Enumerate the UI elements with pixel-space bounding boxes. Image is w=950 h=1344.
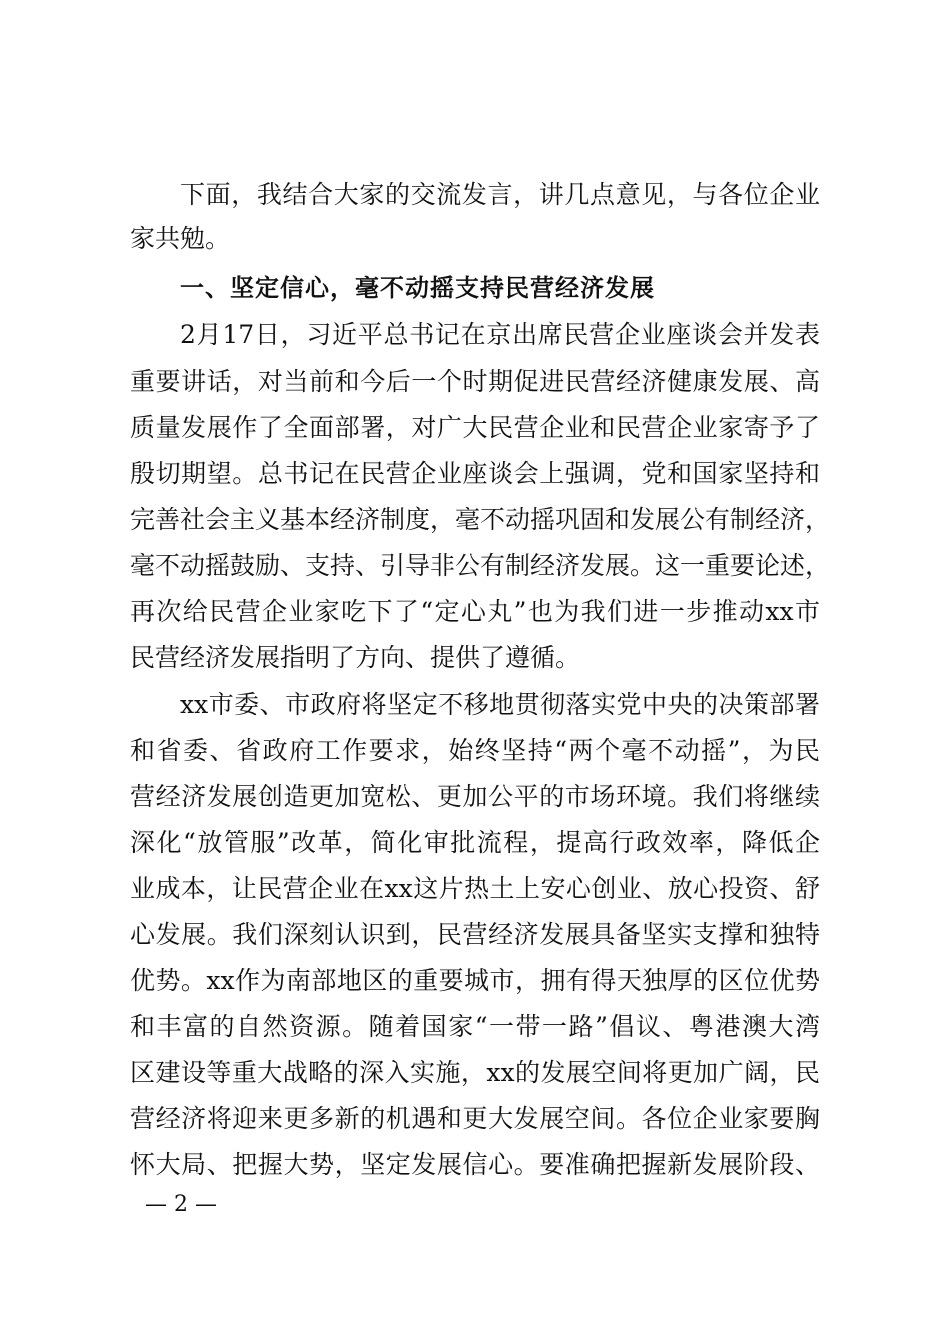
paragraph-line: 2月17日，习近平总书记在京出席民营企业座谈会并发表 bbox=[180, 320, 820, 349]
paragraph-line: 完善社会主义基本经济制度，毫不动摇巩固和发展公有制经济， bbox=[130, 505, 831, 534]
paragraph-line: 质量发展作了全面部署，对广大民营企业和民营企业家寄予了 bbox=[130, 413, 820, 442]
paragraph-line: 殷切期望。总书记在民营企业座谈会上强调，党和国家坚持和 bbox=[130, 459, 820, 488]
paragraph-line: 营经济发展创造更加宽松、更加公平的市场环境。我们将继续 bbox=[130, 782, 820, 811]
page-number: — 2 — bbox=[145, 1192, 217, 1217]
paragraph-line: 营经济将迎来更多新的机遇和更大发展空间。各位企业家要胸 bbox=[130, 1104, 820, 1133]
paragraph-line: 心发展。我们深刻认识到，民营经济发展具备坚实支撑和独特 bbox=[130, 920, 820, 949]
paragraph-line: 再次给民营企业家吃下了“定心丸”也为我们进一步推动xx市 bbox=[130, 597, 820, 626]
paragraph-line: 民营经济发展指明了方向、提供了遵循。 bbox=[130, 643, 581, 672]
paragraph-line: 优势。xx作为南部地区的重要城市，拥有得天独厚的区位优势 bbox=[130, 966, 820, 995]
paragraph-line: 和省委、省政府工作要求，始终坚持“两个毫不动摇”，为民 bbox=[130, 736, 820, 765]
paragraph-line: 业成本，让民营企业在xx这片热土上安心创业、放心投资、舒 bbox=[130, 874, 820, 903]
paragraph-line: 深化“放管服”改革，简化审批流程，提高行政效率，降低企 bbox=[130, 828, 820, 857]
paragraph-line: 怀大局、把握大势，坚定发展信心。要准确把握新发展阶段、 bbox=[130, 1150, 820, 1179]
paragraph-line: 区建设等重大战略的深入实施，xx的发展空间将更加广阔，民 bbox=[130, 1058, 820, 1087]
paragraph-line: 重要讲话，对当前和今后一个时期促进民营经济健康发展、高 bbox=[130, 367, 820, 396]
paragraph-line: 下面，我结合大家的交流发言，讲几点意见，与各位企业 bbox=[180, 180, 820, 209]
paragraph-line: 毫不动摇鼓励、支持、引导非公有制经济发展。这一重要论述， bbox=[130, 551, 831, 580]
paragraph-line: xx市委、市政府将坚定不移地贯彻落实党中央的决策部署 bbox=[180, 690, 820, 719]
paragraph-line: 家共勉。 bbox=[130, 224, 231, 253]
section-heading: 一、坚定信心，毫不动摇支持民营经济发展 bbox=[180, 274, 655, 302]
paragraph-line: 和丰富的自然资源。随着国家“一带一路”倡议、粤港澳大湾 bbox=[130, 1012, 820, 1041]
